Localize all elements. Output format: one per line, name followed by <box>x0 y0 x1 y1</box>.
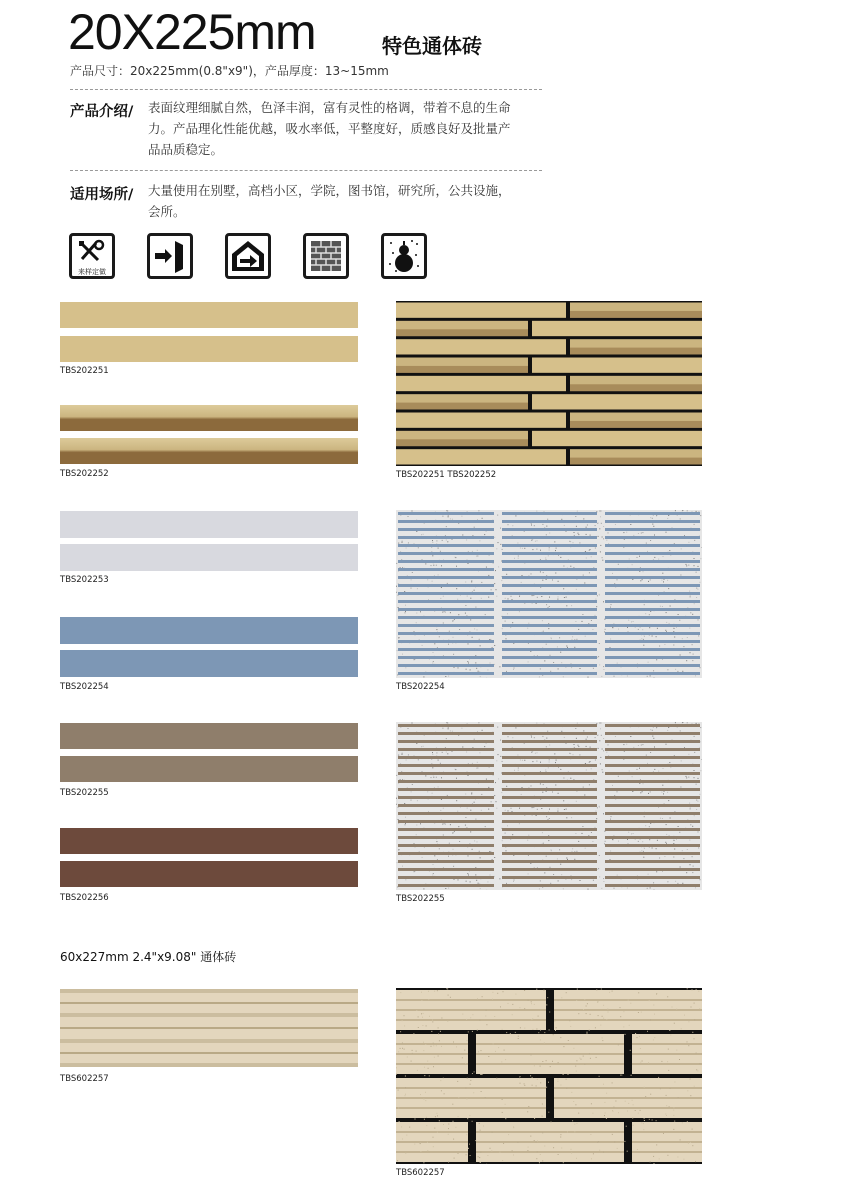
wall-tile <box>398 884 494 887</box>
wall-tile <box>396 431 528 446</box>
wall-tile <box>570 339 702 354</box>
wall-tile <box>398 876 494 879</box>
wall-tile <box>632 1122 702 1162</box>
product-type-title: 特色通体砖 <box>382 34 482 58</box>
wall-tile <box>398 820 494 823</box>
tile-swatch <box>60 511 358 538</box>
wall-tile <box>502 616 597 619</box>
wall-tile <box>605 740 700 743</box>
wall-tile <box>502 520 597 523</box>
wall-tile <box>476 1034 624 1074</box>
product-code: TBS202252 <box>60 469 109 479</box>
wall-tile <box>502 672 597 675</box>
wall-tile <box>605 552 700 555</box>
tile-swatch <box>60 438 358 464</box>
wall-tile <box>502 780 597 783</box>
wall-tile <box>398 664 494 667</box>
wall-tile <box>605 812 700 815</box>
product-code: TBS202255 <box>60 788 109 798</box>
wall-tile <box>502 868 597 871</box>
product-code: TBS202256 <box>60 893 109 903</box>
wall-tile <box>398 584 494 587</box>
wall-tile <box>398 796 494 799</box>
wall-tile <box>605 672 700 675</box>
wall-tile <box>502 608 597 611</box>
product-code: TBS202255 <box>396 894 445 904</box>
wall-tile <box>398 836 494 839</box>
wall-tile <box>605 568 700 571</box>
wall-tile <box>398 624 494 627</box>
wall-sample-b <box>396 510 702 678</box>
wall-tile <box>605 868 700 871</box>
wall-tile <box>502 884 597 887</box>
wall-tile <box>502 740 597 743</box>
wall-tile <box>605 724 700 727</box>
wall-sample-a <box>396 301 702 466</box>
wall-tile <box>532 321 702 336</box>
tile-swatch <box>60 650 358 677</box>
wall-tile <box>605 600 700 603</box>
wall-tile <box>605 820 700 823</box>
wall-tile <box>502 648 597 651</box>
intro-text <box>148 97 548 160</box>
wall-tile <box>396 413 566 428</box>
wall-tile <box>605 796 700 799</box>
wind-resistant-icon <box>147 233 193 279</box>
wall-tile <box>396 449 566 464</box>
wall-tile <box>605 852 700 855</box>
wall-tile <box>605 788 700 791</box>
wall-tile <box>398 860 494 863</box>
wall-tile <box>398 552 494 555</box>
wall-tile <box>605 624 700 627</box>
wall-tile <box>605 876 700 879</box>
wall-tile <box>502 544 597 547</box>
wall-tile <box>502 732 597 735</box>
wall-tile <box>398 828 494 831</box>
wall-tile <box>396 358 528 373</box>
intro-line: 品品质稳定。 <box>148 142 224 157</box>
wall-tile <box>605 520 700 523</box>
product-code: TBS202254 <box>396 682 445 692</box>
custom-sample-caption: 来样定做 <box>78 268 106 276</box>
wall-tile <box>396 339 566 354</box>
wall-tile <box>605 616 700 619</box>
wall-tile <box>398 600 494 603</box>
wall-tile <box>396 990 546 1030</box>
wall-tile <box>502 788 597 791</box>
intro-line: 力。产品理化性能优越，吸水率低，平整度好，质感良好及批量产 <box>148 121 511 136</box>
intro-line: 表面纹理细腻自然，色泽丰润，富有灵性的格调，带着不息的生命 <box>148 100 511 115</box>
wall-tile <box>502 528 597 531</box>
wall-tile <box>398 672 494 675</box>
wall-tile <box>502 772 597 775</box>
wall-tile <box>605 512 700 515</box>
wall-tile <box>532 394 702 409</box>
tile-swatch <box>60 405 358 431</box>
wall-tile <box>502 656 597 659</box>
wall-tile <box>398 724 494 727</box>
wall-tile <box>502 560 597 563</box>
wall-tile <box>605 756 700 759</box>
wall-tile <box>605 732 700 735</box>
wall-tile <box>502 576 597 579</box>
usage-line: 会所。 <box>148 204 186 219</box>
wall-tile <box>398 576 494 579</box>
usage-label: 适用场所/ <box>70 187 134 203</box>
wall-tile <box>605 608 700 611</box>
wall-tile <box>502 640 597 643</box>
wall-tile <box>398 608 494 611</box>
wall-tile <box>398 804 494 807</box>
wall-tile <box>502 876 597 879</box>
wall-tile <box>502 796 597 799</box>
wall-tile <box>398 616 494 619</box>
tile-swatch <box>60 617 358 644</box>
wall-tile <box>502 756 597 759</box>
spec-line: 产品尺寸：20x225mm(0.8"x9")，产品厚度：13~15mm <box>70 64 389 78</box>
wall-tile <box>605 640 700 643</box>
wall-tile <box>398 512 494 515</box>
wall-tile <box>396 303 566 318</box>
wall-tile <box>605 772 700 775</box>
tile-swatch <box>60 756 358 782</box>
wall-tile <box>398 640 494 643</box>
wall-tile <box>398 772 494 775</box>
wall-tile <box>605 656 700 659</box>
wall-tile <box>398 560 494 563</box>
wall-tile <box>396 1034 468 1074</box>
wall-tile <box>398 780 494 783</box>
wall-tile <box>396 1078 546 1118</box>
wall-tile <box>396 321 528 336</box>
wall-tile <box>605 828 700 831</box>
tile-swatch <box>60 989 358 1067</box>
wall-tile <box>398 764 494 767</box>
wall-tile <box>532 358 702 373</box>
wall-tile <box>570 376 702 391</box>
wall-tile <box>398 748 494 751</box>
wall-tile <box>398 844 494 847</box>
wall-tile <box>398 788 494 791</box>
wall-tile <box>605 804 700 807</box>
wall-tile <box>502 632 597 635</box>
wall-tile <box>502 820 597 823</box>
wall-tile <box>605 632 700 635</box>
wall-tile <box>398 868 494 871</box>
wall-tile <box>398 812 494 815</box>
house-insulation-icon <box>225 233 271 279</box>
wall-tile <box>398 648 494 651</box>
tile-swatch <box>60 302 358 328</box>
wall-tile <box>502 568 597 571</box>
wall-tile <box>502 592 597 595</box>
wall-tile <box>570 303 702 318</box>
wall-tile <box>605 648 700 651</box>
wall-tile <box>502 664 597 667</box>
wall-tile <box>398 528 494 531</box>
wall-tile <box>502 600 597 603</box>
wall-tile <box>502 536 597 539</box>
brick-wall-icon <box>303 233 349 279</box>
intro-label: 产品介绍/ <box>70 104 134 120</box>
wall-tile <box>502 836 597 839</box>
wall-tile <box>502 804 597 807</box>
wall-tile <box>605 748 700 751</box>
divider <box>70 170 542 171</box>
wall-sample-d <box>396 988 702 1164</box>
wall-tile <box>396 1122 468 1162</box>
wall-tile <box>502 552 597 555</box>
wall-tile <box>398 568 494 571</box>
wall-tile <box>398 656 494 659</box>
wall-tile <box>605 544 700 547</box>
wall-tile <box>398 852 494 855</box>
wall-tile <box>398 740 494 743</box>
wall-tile <box>605 844 700 847</box>
custom-sample-icon <box>69 233 115 279</box>
wall-sample-c <box>396 722 702 890</box>
wall-tile <box>632 1034 702 1074</box>
wall-tile <box>502 852 597 855</box>
wall-tile <box>605 584 700 587</box>
product-code: TBS202251 <box>60 366 109 376</box>
usage-line: 大量使用在别墅，高档小区，学院，图书馆，研究所，公共设施， <box>148 183 511 198</box>
divider <box>70 89 542 90</box>
tile-swatch <box>60 861 358 887</box>
product-code: TBS602257 <box>396 1168 445 1178</box>
wall-tile <box>554 1078 702 1118</box>
wall-tile <box>398 632 494 635</box>
tile-swatch <box>60 544 358 571</box>
wall-tile <box>398 536 494 539</box>
wall-tile <box>398 756 494 759</box>
wall-tile <box>502 584 597 587</box>
tile-swatch <box>60 723 358 749</box>
product-code: TBS602257 <box>60 1074 109 1084</box>
second-size-label: 60x227mm 2.4"x9.08" 通体砖 <box>60 950 237 964</box>
wall-tile <box>502 764 597 767</box>
wall-tile <box>398 544 494 547</box>
wall-tile <box>605 836 700 839</box>
wall-tile <box>502 512 597 515</box>
wall-tile <box>605 576 700 579</box>
wall-tile <box>605 780 700 783</box>
wall-tile <box>570 413 702 428</box>
product-code: TBS202253 <box>60 575 109 585</box>
tile-swatch <box>60 828 358 854</box>
wall-tile <box>605 560 700 563</box>
wall-tile <box>398 520 494 523</box>
wall-tile <box>532 431 702 446</box>
wall-tile <box>605 764 700 767</box>
wall-tile <box>398 732 494 735</box>
wall-tile <box>502 748 597 751</box>
tile-swatch <box>60 336 358 362</box>
wall-tile <box>396 376 566 391</box>
wall-tile <box>398 592 494 595</box>
wall-tile <box>476 1122 624 1162</box>
gourd-snow-icon <box>381 233 427 279</box>
wall-tile <box>605 592 700 595</box>
wall-tile <box>502 812 597 815</box>
product-code: TBS202251 TBS202252 <box>396 470 497 480</box>
wall-tile <box>605 664 700 667</box>
wall-tile <box>605 528 700 531</box>
usage-text <box>148 180 548 222</box>
wall-tile <box>554 990 702 1030</box>
wall-tile <box>396 394 528 409</box>
wall-tile <box>605 536 700 539</box>
wall-tile <box>502 724 597 727</box>
wall-tile <box>605 884 700 887</box>
product-code: TBS202254 <box>60 682 109 692</box>
wall-tile <box>502 624 597 627</box>
wall-tile <box>605 860 700 863</box>
wall-tile <box>502 860 597 863</box>
wall-tile <box>502 844 597 847</box>
wall-tile <box>502 828 597 831</box>
wall-tile <box>570 449 702 464</box>
size-title: 20X225mm <box>68 4 316 60</box>
